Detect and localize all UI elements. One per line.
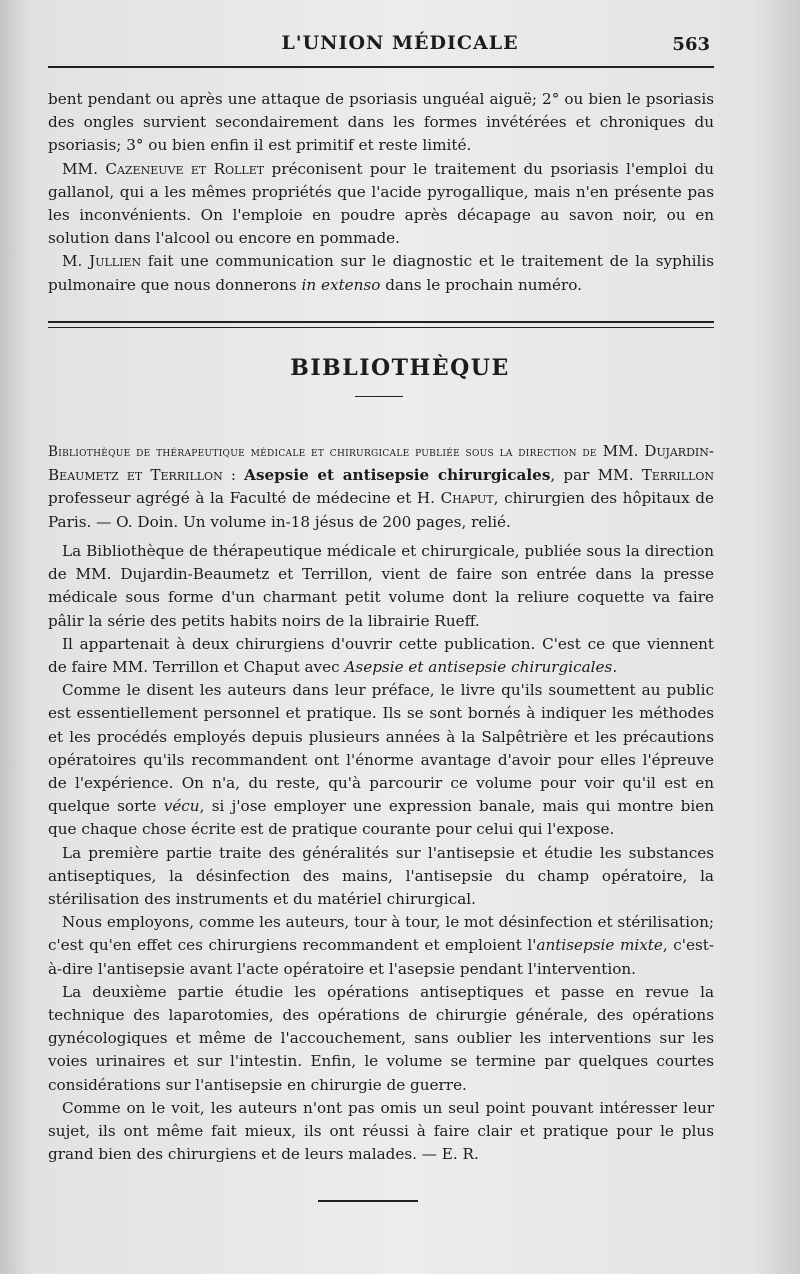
- review-paragraph-5: [48, 911, 714, 981]
- italic-phrase: Asepsie et antisepsie chirurgicales: [344, 658, 613, 677]
- paragraph-text: préconisent pour le traitement du psoriasis l'emploi du gallanol, qui a les mêmes propriétés que l'acide pyrogallique, mais n'en présente pas les inconvénients. On l'emploie en poudre après décapage au savon noir, ou en solution dans l'alcool ou encore en pommade.: [48, 159, 714, 248]
- citation-text: , par MM.: [550, 466, 642, 485]
- header-rule: [48, 66, 714, 68]
- author-name: Terrillon: [641, 466, 715, 485]
- review-paragraph-3: [48, 679, 714, 841]
- paragraph-text: fait une communication sur le diagnostic et le traitement de la syphilis pulmonaire que nous donnerons: [48, 252, 714, 294]
- series-lead: Bibliothèque de thérapeutique médicale et chirurgicale publiée sous la direction de: [48, 444, 597, 460]
- review-text: [48, 540, 714, 1166]
- paragraph-text: , c'est-à-dire l'antisepsie avant l'acte opératoire et l'asepsie pendant l'intervention.: [48, 936, 714, 978]
- section-title: BIBLIOTHÈQUE: [290, 355, 510, 381]
- paragraph-text: .: [612, 658, 618, 677]
- speaker-names: MM. Cazeneuve et Rollet: [62, 159, 265, 178]
- citation-text: , chirurgien des hôpitaux de Paris. — O. Doin. Un volume in-18 jésus de 200 pages, relié.: [48, 489, 715, 531]
- paragraph-text: , si j'ose employer une expression banale, mais qui montre bien que chaque chose écrite est de pratique courante pour celui qui l'expose.: [48, 797, 714, 839]
- running-title: L'UNION MÉDICALE: [281, 32, 519, 54]
- review-paragraph-4: La première partie traite des généralités sur l'antisepsie et étudie les substances antiseptiques, la désinfection des mains, l'antisepsie du champ opératoire, la stérilisation des instruments et du matériel chirurgical.: [48, 843, 714, 909]
- review-paragraph-2: [48, 633, 714, 679]
- page-header: [0, 28, 800, 68]
- intro-paragraph-2: [48, 158, 714, 251]
- intro-paragraph-3: [48, 250, 714, 296]
- italic-phrase: vécu: [163, 797, 200, 816]
- italic-phrase: antisepsie mixte: [536, 936, 663, 955]
- page-number: 563: [672, 34, 710, 55]
- intro-text: [48, 88, 714, 297]
- series-editors: MM. Dujardin-Beaumetz et Terrillon :: [48, 442, 715, 485]
- paragraph-text: Nous employons, comme les auteurs, tour à tour, le mot désinfection et stérilisation; c'est qu'en effet ces chirurgiens recommandent et emploient l': [48, 913, 714, 955]
- review-paragraph-1: La Bibliothèque de thérapeutique médicale et chirurgicale, publiée sous la direction de MM. Dujardin-Beaumetz et Terrillon, vient de faire son entrée dans la presse médicale sous forme d'un charmant petit volume dont la reliure coquette va faire pâlir la série des petits habits noirs de la librairie Rueff.: [48, 542, 714, 630]
- book-entry: [48, 440, 714, 534]
- paragraph-text: Il appartenait à deux chirurgiens d'ouvrir cette publication. C'est ce que viennent de faire MM. Terrillon et Chaput avec: [48, 634, 714, 677]
- citation-text: professeur agrégé à la Faculté de médecine et H.: [48, 489, 441, 508]
- paragraph-text: dans le prochain numéro.: [380, 275, 582, 294]
- author-name: Chaput: [440, 489, 494, 508]
- italic-phrase: in extenso: [301, 275, 381, 294]
- speaker-name: M. Jullien: [62, 252, 142, 271]
- section-separator: [48, 321, 714, 328]
- intro-paragraph-1: bent pendant ou après une attaque de psoriasis unguéal aiguë; 2° ou bien le psoriasis des ongles survient secondairement dans les formes invétérées et chroniques du psoriasis; 3° ou bien enfin il est primitif et reste limité.: [48, 90, 714, 155]
- review-paragraph-7: Comme on le voit, les auteurs n'ont pas omis un seul point pouvant intéresser leur sujet, ils ont même fait mieux, ils ont réussi à faire clair et pratique pour le plus grand bien des chirurgiens et de leurs malades. — E. R.: [48, 1098, 714, 1164]
- paragraph-text: Comme le disent les auteurs dans leur préface, le livre qu'ils soumettent au public est essentiellement personnel et pratique. Ils se sont bornés à indiquer les méthodes et les procédés employés depuis plusieurs années à la Salpêtrière et les précautions opératoires qu'ils recommandent ont l'énorme avantage d'avoir pour elles l'épreuve de l'expérience. On n'a, du reste, qu'à parcourir ce volume pour voir qu'il est en quelque sorte: [48, 681, 714, 816]
- end-rule: [318, 1200, 418, 1202]
- title-underline: [355, 396, 403, 397]
- book-citation: [48, 440, 714, 534]
- review-paragraph-6: La deuxième partie étudie les opérations antiseptiques et passe en revue la technique des laparotomies, des opérations de chirurgie générale, des opérations gynécologiques et même de l'accouchement, sans oublier les interventions sur les voies urinaires et sur l'intestin. Enfin, le volume se termine par quelques courtes considérations sur l'antisepsie en chirurgie de guerre.: [48, 982, 714, 1094]
- book-title: Asepsie et antisepsie chirurgicales: [244, 466, 551, 485]
